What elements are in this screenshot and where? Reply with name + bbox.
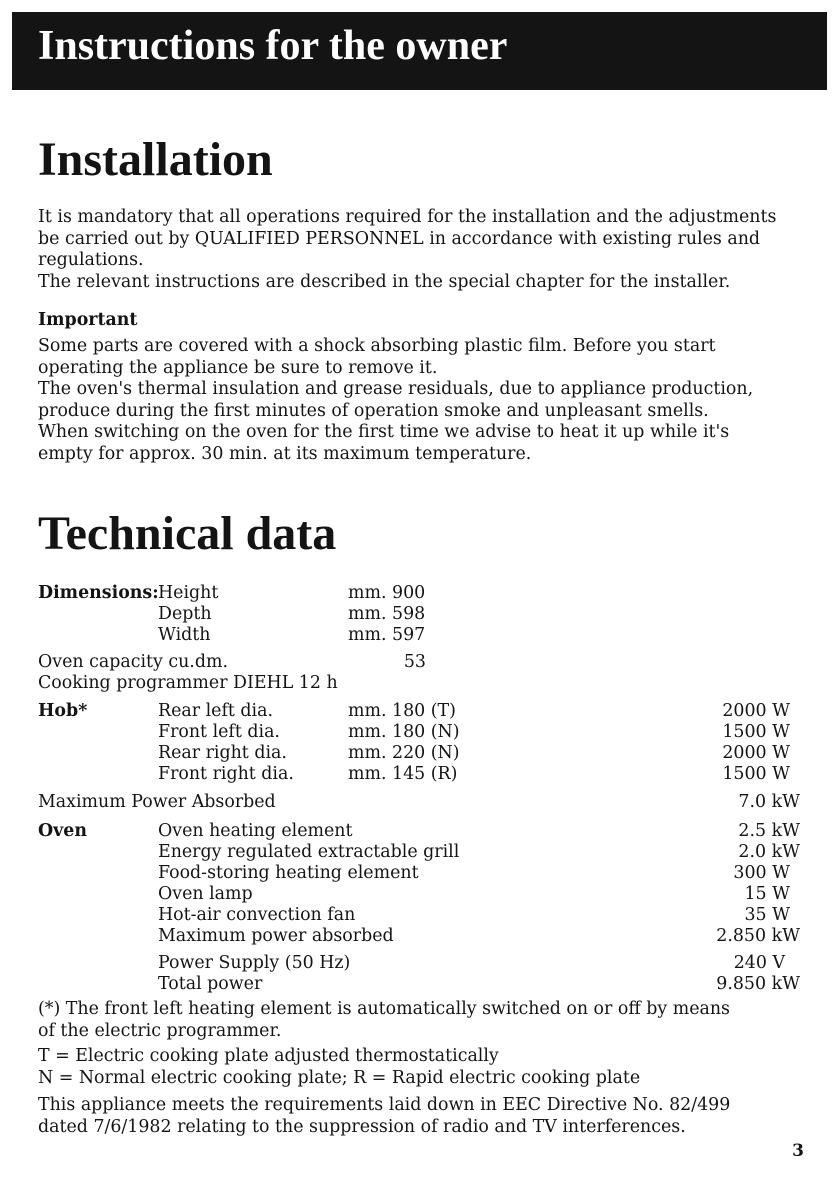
hob-plate-size: mm. 145 (R) <box>348 764 458 784</box>
dimension-name: Height <box>158 583 219 603</box>
oven-component-power: 2.5 kW <box>738 821 800 841</box>
oven-component-power: 2.0 kW <box>738 842 800 862</box>
installation-title: Installation <box>38 133 273 186</box>
dimension-name: Depth <box>158 604 212 624</box>
oven-label: Oven <box>38 821 87 841</box>
max-power-label: Maximum Power Absorbed <box>38 792 276 812</box>
total-power-value: 9.850 kW <box>716 974 800 994</box>
oven-component-power: 300 W <box>733 863 790 883</box>
oven-component-name: Energy regulated extractable grill <box>158 842 460 862</box>
oven-capacity-value: 53 <box>403 652 426 672</box>
technical-title: Technical data <box>38 507 337 560</box>
hob-label: Hob* <box>38 701 88 721</box>
hob-plate-size: mm. 220 (N) <box>348 743 460 763</box>
dimensions-label: Dimensions: <box>38 583 159 603</box>
intro-line: be carried out by QUALIFIED PERSONNEL in accordance with existing rules and <box>38 228 761 249</box>
footnote-block <box>38 999 730 1042</box>
header-title: Instructions for the owner <box>38 23 508 69</box>
oven-component-name: Maximum power absorbed <box>158 926 394 946</box>
dimension-value: mm. 900 <box>348 583 426 603</box>
power-supply-value: 240 V <box>733 953 785 973</box>
intro-line: regulations. <box>38 250 144 271</box>
max-power-value: 7.0 kW <box>738 792 800 812</box>
dimension-name: Width <box>158 625 211 645</box>
hob-plate-name: Rear right dia. <box>158 743 287 763</box>
oven-component-name: Oven lamp <box>158 884 253 904</box>
important-line: produce during the first minutes of operation smoke and unpleasant smells. <box>38 400 709 421</box>
hob-plate-name: Front left dia. <box>158 722 280 742</box>
important-text <box>38 336 753 466</box>
oven-component-power: 2.850 kW <box>716 926 800 946</box>
page-number: 3 <box>792 1141 804 1161</box>
installation-intro <box>38 207 776 293</box>
hob-plate-power: 2000 W <box>722 701 790 721</box>
important-line: Some parts are covered with a shock absorbing plastic film. Before you start <box>38 336 716 356</box>
hob-plate-power: 1500 W <box>722 764 790 784</box>
important-line: When switching on the oven for the first time we advise to heat it up while it's <box>38 422 730 443</box>
total-power-label: Total power <box>158 974 263 994</box>
hob-plate-power: 2000 W <box>722 743 790 763</box>
important-label: Important <box>38 310 138 330</box>
footnote-line: (*) The front left heating element is automatically switched on or off by means <box>38 999 730 1019</box>
legend-line: T = Electric cooking plate adjusted thermostatically <box>38 1046 499 1066</box>
programmer-text: Cooking programmer DIEHL 12 h <box>38 673 338 693</box>
important-line: empty for approx. 30 min. at its maximum temperature. <box>38 443 532 464</box>
oven-component-power: 15 W <box>744 884 790 904</box>
oven-capacity-label: Oven capacity cu.dm. <box>38 652 228 672</box>
hob-plate-name: Rear left dia. <box>158 701 273 721</box>
compliance-line: dated 7/6/1982 relating to the suppression of radio and TV interferences. <box>38 1116 686 1137</box>
legend-line: N = Normal electric cooking plate; R = Rapid electric cooking plate <box>38 1067 641 1088</box>
oven-component-name: Hot-air convection fan <box>158 905 356 925</box>
hob-plate-size: mm. 180 (T) <box>348 701 456 721</box>
power-supply-label: Power Supply (50 Hz) <box>158 953 351 973</box>
footnote-line: of the electric programmer. <box>38 1020 282 1041</box>
dimension-value: mm. 598 <box>348 604 426 624</box>
compliance-line: This appliance meets the requirements laid down in EEC Directive No. 82/499 <box>38 1095 731 1115</box>
oven-component-name: Food-storing heating element <box>158 863 419 883</box>
hob-plate-size: mm. 180 (N) <box>348 722 460 742</box>
plate-legend <box>38 1046 640 1089</box>
intro-line: The relevant instructions are described in the special chapter for the installer. <box>38 271 731 292</box>
hob-plate-name: Front right dia. <box>158 764 294 784</box>
dimension-value: mm. 597 <box>348 625 426 645</box>
hob-plate-power: 1500 W <box>722 722 790 742</box>
intro-line: It is mandatory that all operations required for the installation and the adjustments <box>38 207 777 227</box>
oven-component-power: 35 W <box>744 905 790 925</box>
compliance-note <box>38 1095 730 1138</box>
important-line: operating the appliance be sure to remove it. <box>38 357 438 378</box>
oven-component-name: Oven heating element <box>158 821 353 841</box>
important-line: The oven's thermal insulation and grease residuals, due to appliance production, <box>38 379 754 400</box>
